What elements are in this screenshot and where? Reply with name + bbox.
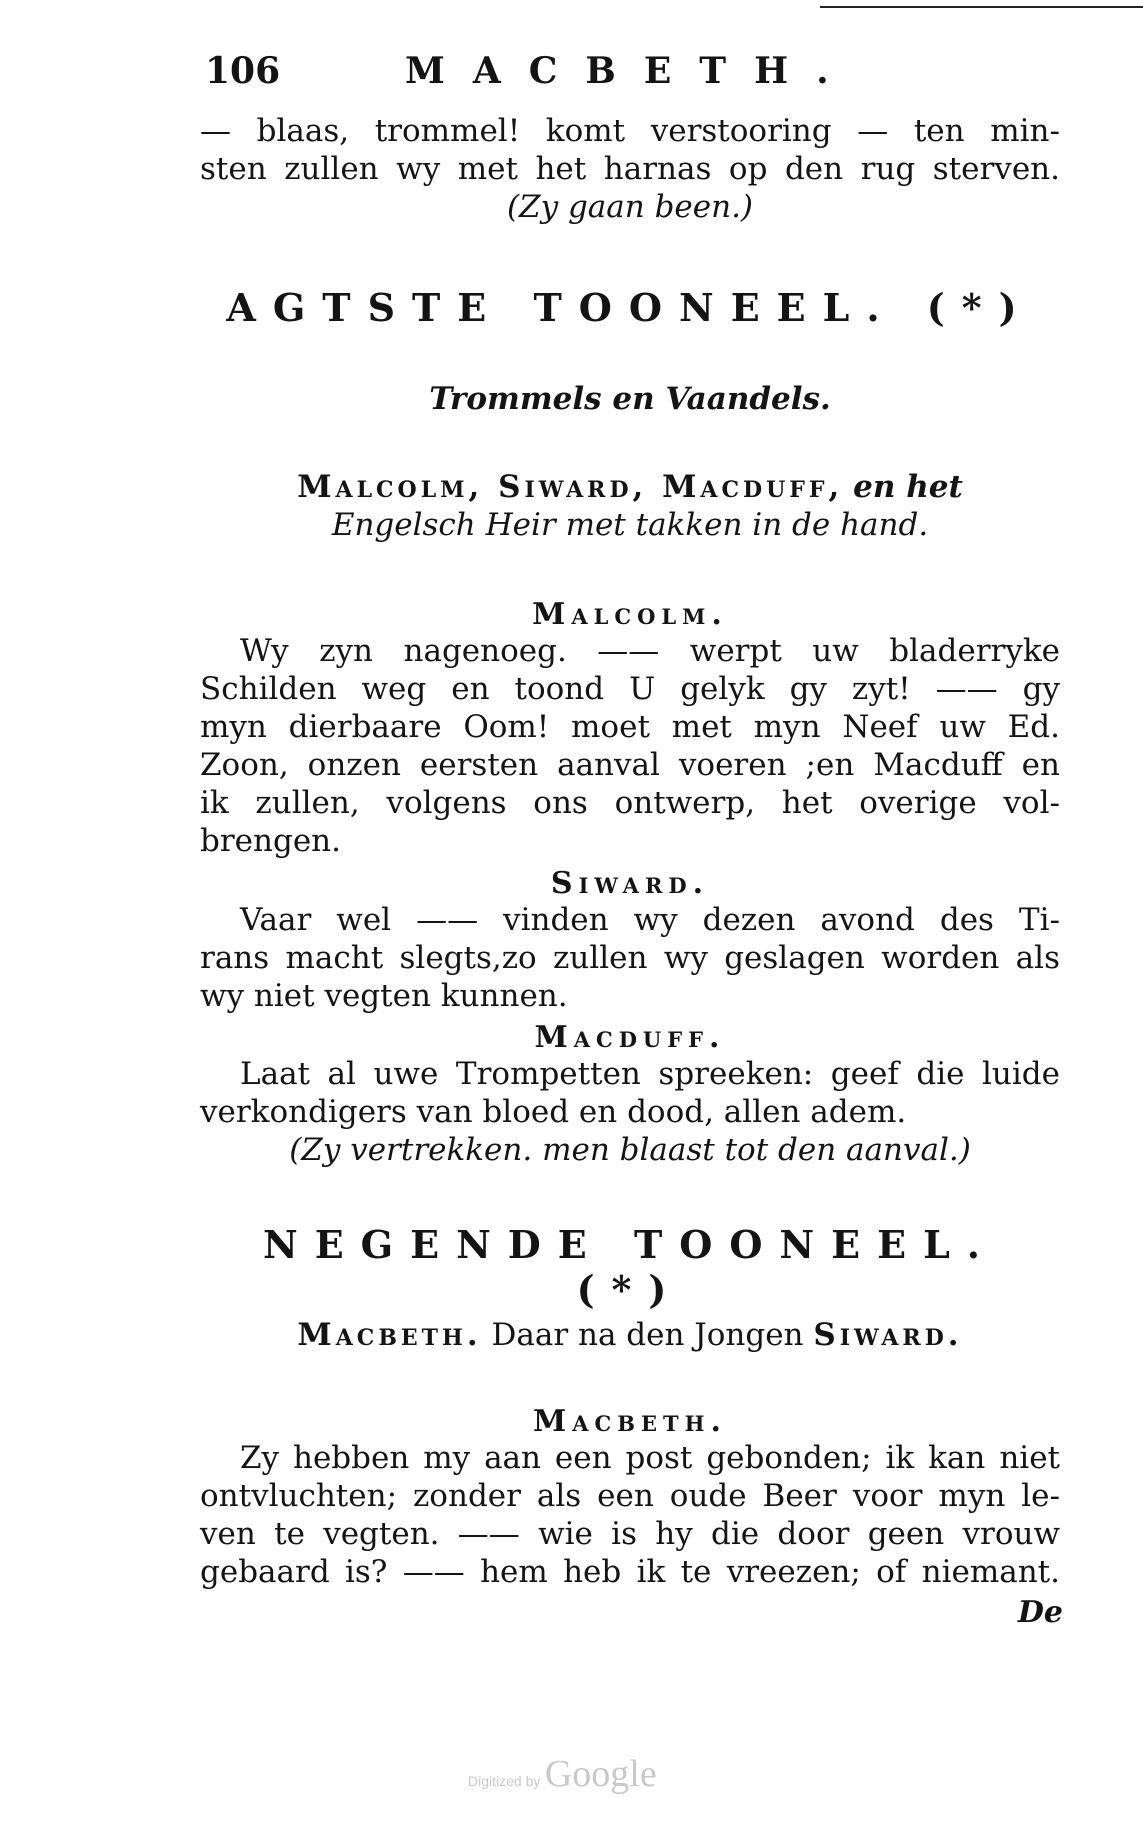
text-line: sten zullen wy met het harnas op den rug sterven. [200, 151, 1060, 187]
speaker-name: Malcolm. [532, 597, 728, 632]
speech-macduff [200, 1020, 1060, 1169]
digitized-watermark [468, 1752, 657, 1796]
running-header [205, 50, 1075, 100]
text-line: Zoon, onzen eersten aanval voeren ;en Macduff en [200, 747, 1060, 783]
running-title: MACBETH. [405, 50, 857, 92]
text-line: gebaard is? —— hem heb ik te vreezen; of niemant. [200, 1554, 1060, 1590]
text-line: brengen. [200, 823, 341, 859]
catchword: De [1017, 1595, 1063, 1630]
setting-line: Trommels en Vaandels. [429, 381, 831, 417]
cast-line [200, 468, 1060, 506]
scene-title: NEGENDE TOONEEL. (*) [262, 1222, 998, 1312]
scene-heading-8 [200, 285, 1060, 330]
cast-names: Malcolm, Siward, Macduff, [297, 469, 844, 505]
stage-direction: (Zy vertrekken. men blaast tot den aanval.) [289, 1132, 971, 1168]
speech-macbeth [200, 1404, 1060, 1591]
cast-line: Engelsch Heir met takken in de hand. [331, 507, 929, 543]
stage-direction: (Zy gaan been.) [506, 189, 754, 225]
text-line: Zy hebben my aan een post gebonden; ik kan niet [240, 1440, 1060, 1476]
text-line: Vaar wel —— vinden wy dezen avond des Ti- [240, 902, 1060, 938]
cast-list-9 [200, 1316, 1060, 1354]
page-edge-line [820, 6, 1143, 8]
text-line: ik zullen, volgens ons ontwerp, het overige vol- [200, 785, 1060, 821]
text-line: myn dierbaare Oom! moet met myn Neef uw Ed. [200, 709, 1060, 745]
scene-setting [200, 380, 1060, 418]
cast-name: Macbeth. [297, 1317, 482, 1353]
speech-malcolm [200, 597, 1060, 860]
cast-name: Siward. [813, 1317, 963, 1353]
cast-line [200, 1316, 1060, 1354]
page-number: 106 [205, 50, 281, 92]
text-line: Schilden weg en toond U gelyk gy zyt! —— gy [200, 671, 1060, 707]
cast-rest: en het [853, 469, 963, 505]
watermark-prefix: Digitized by [468, 1773, 541, 1789]
text-line: verkondigers van bloed en dood, allen adem. [200, 1094, 907, 1130]
text-line: Wy zyn nagenoeg. —— werpt uw bladerryke [240, 633, 1060, 669]
speaker-name: Siward. [550, 866, 710, 901]
cast-list [200, 468, 1060, 544]
speech-siward [200, 866, 1060, 1015]
text-line: rans macht slegts,zo zullen wy geslagen worden als [200, 940, 1060, 976]
text-line: ontvluchten; zonder als een oude Beer voor myn le- [200, 1478, 1060, 1514]
text-line: — blaas, trommel! komt verstooring — ten min- [200, 113, 1060, 149]
google-logo: Google [544, 1753, 657, 1795]
cast-rest: Daar na den Jongen [491, 1317, 804, 1353]
text-line: wy niet vegten kunnen. [200, 978, 568, 1014]
speaker-name: Macduff. [534, 1020, 726, 1055]
text-line: Laat al uwe Trompetten spreeken: geef die luide [240, 1056, 1060, 1092]
continued-speech [200, 112, 1060, 226]
scene-title: AGTSTE TOONEEL. (*) [226, 285, 1034, 330]
speaker-name: Macbeth. [533, 1404, 727, 1439]
scene-heading-9 [200, 1222, 1060, 1312]
text-line: ven te vegten. —— wie is hy die door geen vrouw [200, 1516, 1060, 1552]
